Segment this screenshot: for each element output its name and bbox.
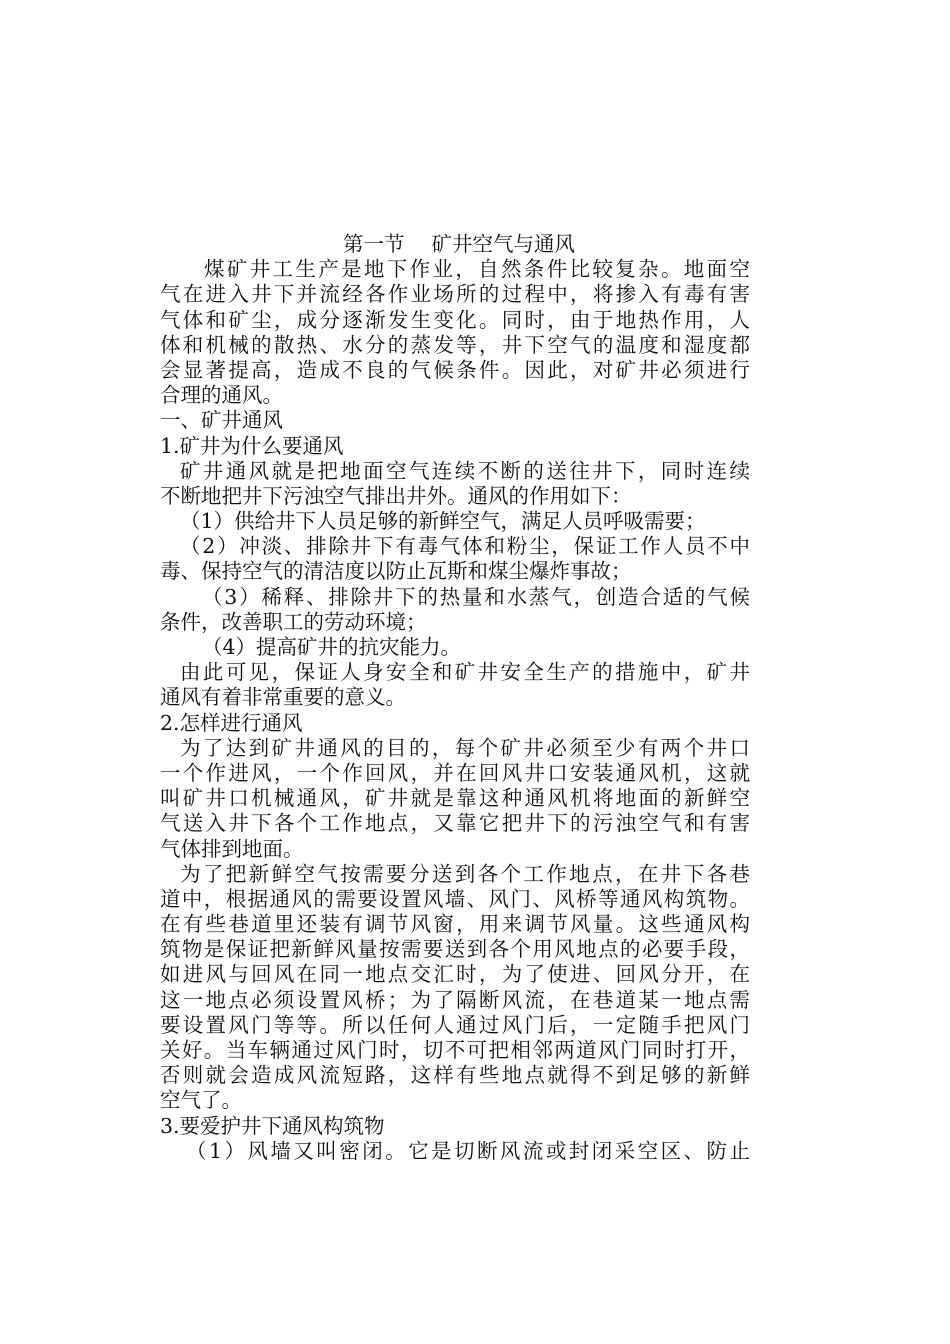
paragraph-line: 道中，根据通风的需要设置风墙、风门、风桥等通风构筑物。 bbox=[160, 886, 750, 911]
paragraph-line: 不断地把井下污浊空气排出井外。通风的作用如下： bbox=[160, 483, 632, 508]
paragraph-line: 为了把新鲜空气按需要分送到各个工作地点，在井下各巷 bbox=[180, 861, 750, 886]
intro-paragraph bbox=[160, 257, 750, 408]
paragraph-line: 筑物是保证把新鲜风量按需要送到各个用风地点的必要手段， bbox=[160, 937, 750, 962]
list-item-line: （3）稀释、排除井下的热量和水蒸气，创造合适的气候 bbox=[202, 584, 750, 609]
list-item-1: （1）供给井下人员足够的新鲜空气，满足人员呼吸需要； bbox=[180, 509, 706, 534]
list-item-line: 条件，改善职工的劳动环境； bbox=[160, 609, 427, 634]
subheading-protect-structures: 3.要爱护井下通风构筑物 bbox=[160, 1113, 385, 1138]
paragraph-line: 气体排到地面。 bbox=[160, 836, 304, 861]
list-item-4: （4）提高矿井的抗灾能力。 bbox=[202, 635, 462, 659]
paragraph-line: 气送入井下各个工作地点，又靠它把井下的污浊空气和有害 bbox=[160, 811, 750, 836]
paragraph-line: 矿井通风就是把地面空气连续不断的送往井下，同时连续 bbox=[180, 458, 750, 483]
significance-paragraph bbox=[160, 660, 750, 710]
paragraph-line: 如进风与回风在同一地点交汇时，为了使进、回风分开，在 bbox=[160, 962, 750, 987]
intro-line: 会显著提高，造成不良的气候条件。因此，对矿井必须进行 bbox=[160, 357, 750, 382]
subheading-how-ventilate: 2.怎样进行通风 bbox=[160, 710, 303, 735]
intro-line: 气体和矿尘，成分逐渐发生变化。同时，由于地热作用，人 bbox=[160, 307, 750, 332]
paragraph-line: 通风有着非常重要的意义。 bbox=[160, 685, 406, 710]
paragraph-line: 在有些巷道里还装有调节风窗，用来调节风量。这些通风构 bbox=[160, 912, 750, 937]
ventilation-definition-paragraph bbox=[160, 459, 750, 509]
paragraph-line: 叫矿井口机械通风，矿井就是靠这种通风机将地面的新鲜空 bbox=[160, 786, 750, 811]
paragraph-line: 否则就会造成风流短路，这样有些地点就得不到足够的新鲜 bbox=[160, 1063, 750, 1088]
paragraph-line: 这一地点必须设置风桥；为了隔断风流，在巷道某一地点需 bbox=[160, 987, 750, 1012]
paragraph-line: 由此可见，保证人身安全和矿井安全生产的措施中，矿井 bbox=[180, 660, 750, 685]
intro-line: 体和机械的散热、水分的蒸发等，井下空气的温度和湿度都 bbox=[160, 332, 750, 357]
section-title: 第一节 矿井空气与通风 bbox=[342, 232, 576, 256]
paragraph-line: 要设置风门等等。所以任何人通过风门后，一定随手把风门 bbox=[160, 1012, 750, 1037]
list-item-2 bbox=[160, 534, 750, 584]
paragraph-line: 关好。当车辆通过风门时，切不可把相邻两道风门同时打开， bbox=[160, 1038, 750, 1062]
paragraph-line: 一个作进风，一个作回风，并在回风井口安装通风机，这就 bbox=[160, 760, 750, 785]
intro-line: 气在进入井下并流经各作业场所的过程中，将掺入有毒有害 bbox=[160, 282, 750, 307]
list-item-line: （2）冲淡、排除井下有毒气体和粉尘，保证工作人员不中 bbox=[180, 534, 750, 559]
subheading-why-ventilate: 1.矿井为什么要通风 bbox=[160, 433, 344, 458]
ventilation-structures-paragraph bbox=[160, 862, 750, 1114]
intro-line: 煤矿井工生产是地下作业，自然条件比较复杂。地面空 bbox=[204, 257, 750, 282]
list-item-3 bbox=[160, 585, 750, 635]
list-item-line: 毒、保持空气的清洁度以防止瓦斯和煤尘爆炸事故； bbox=[160, 559, 632, 584]
paragraph-line: （1）风墙又叫密闭。它是切断风流或封闭采空区、防止 bbox=[186, 1138, 750, 1163]
heading-ventilation: 一、矿井通风 bbox=[160, 408, 283, 433]
intro-line: 合理的通风。 bbox=[160, 383, 283, 408]
ventilation-method-paragraph bbox=[160, 736, 750, 862]
paragraph-line: 为了达到矿井通风的目的，每个矿井必须至少有两个井口 bbox=[180, 735, 750, 760]
paragraph-line: 空气了。 bbox=[160, 1088, 242, 1113]
document-page bbox=[160, 232, 750, 1164]
